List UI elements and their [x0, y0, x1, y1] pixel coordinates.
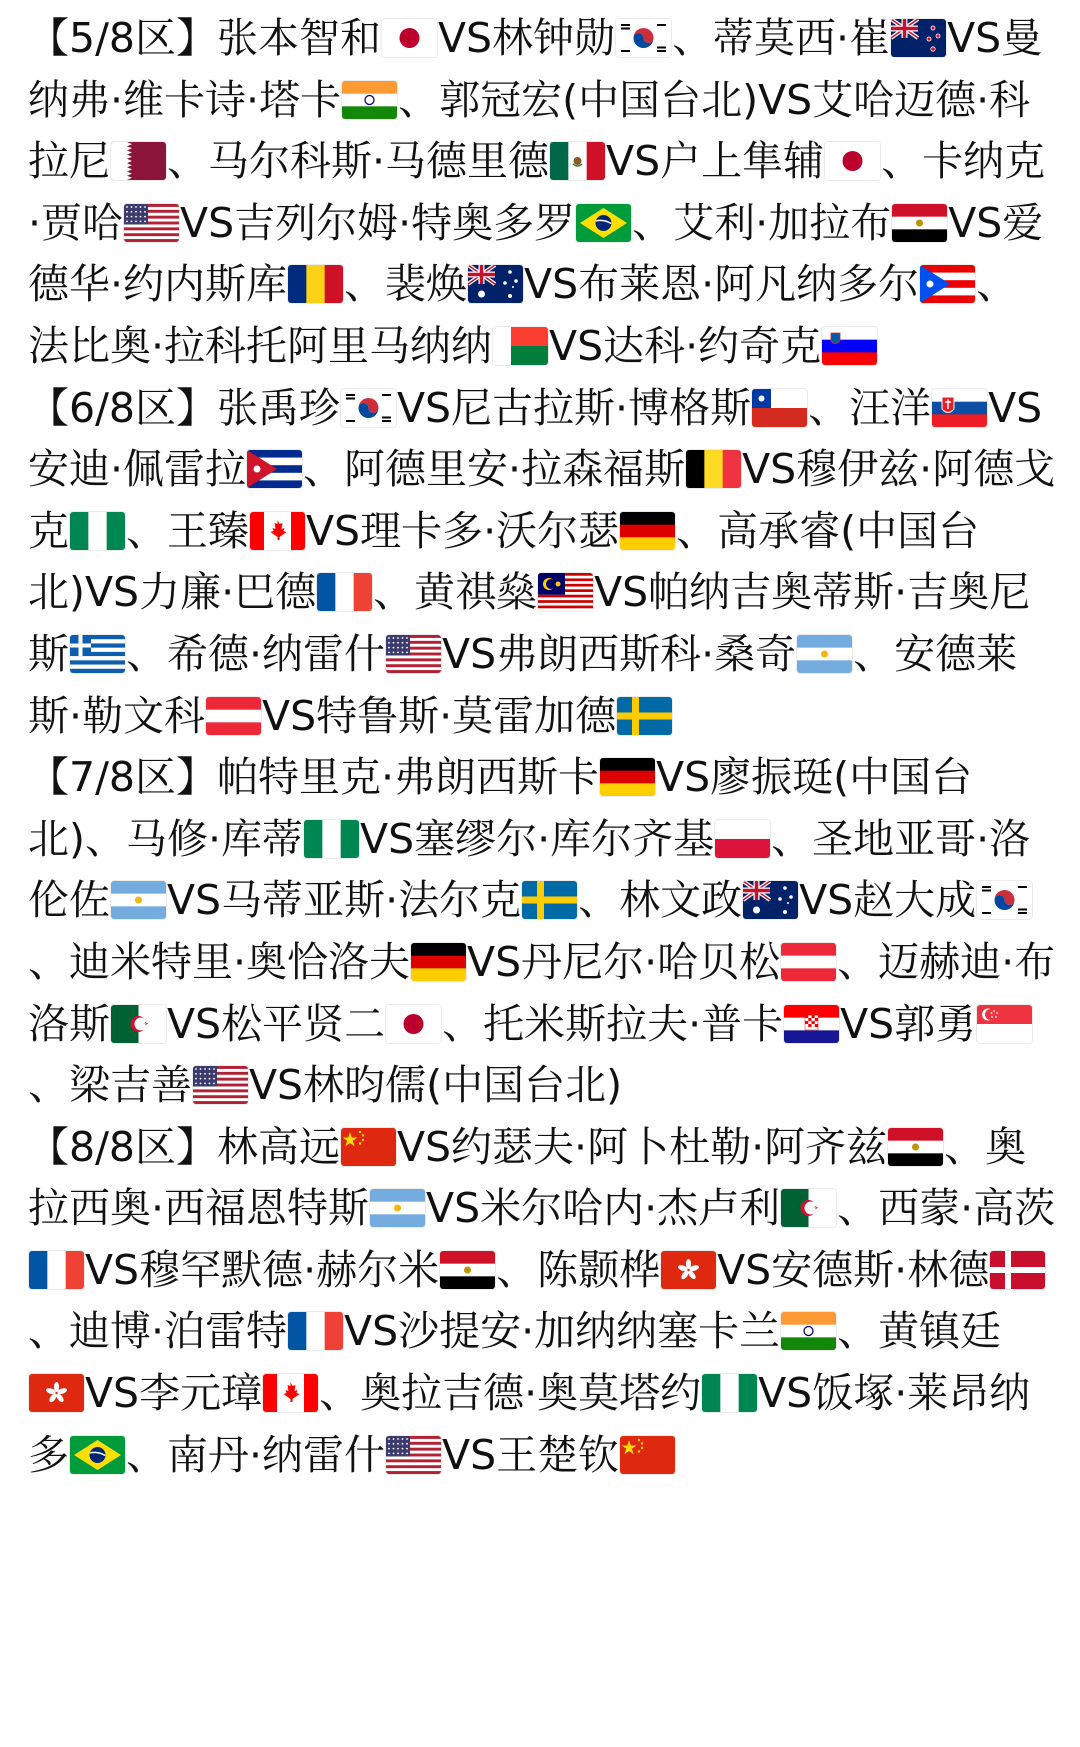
nigeria-flag-icon [70, 512, 125, 550]
match-list-document [28, 8, 1058, 1486]
match-text: 、迈赫迪·布洛斯 [28, 937, 1056, 1048]
south-korea-flag-icon [977, 881, 1032, 919]
france-flag-icon [317, 573, 372, 611]
singapore-flag-icon [977, 1005, 1032, 1043]
argentina-flag-icon [797, 635, 852, 673]
match-text: 、法比奥·拉科托阿里马纳纳 [28, 260, 1018, 370]
austria-flag-icon [206, 697, 261, 735]
egypt-flag-icon [440, 1251, 495, 1289]
match-text: 、陈颢桦 [496, 1245, 661, 1294]
cuba-flag-icon [247, 450, 302, 488]
match-text: VS林钟勋 [437, 14, 616, 62]
argentina-flag-icon [111, 881, 166, 919]
south-korea-flag-icon [616, 19, 671, 57]
australia-flag-icon [743, 881, 798, 919]
match-text: 、卡纳克·贾哈 [28, 137, 1046, 247]
usa-flag-icon [124, 204, 179, 242]
match-text: VS达科·约奇克 [549, 321, 822, 370]
slovakia-flag-icon [932, 389, 987, 427]
match-text: VS曼纳弗·维卡诗·塔卡 [28, 14, 1043, 124]
south-korea-flag-icon [341, 389, 396, 427]
egypt-flag-icon [892, 204, 947, 242]
draw-section-5 [28, 8, 1058, 378]
match-text: VS郭勇 [840, 999, 977, 1048]
belgium-flag-icon [686, 450, 741, 488]
match-text: VS约瑟夫·阿卜杜勒·阿齐兹 [396, 1122, 888, 1171]
match-text: VS理卡多·沃尔瑟 [306, 506, 620, 555]
match-text: 、黄祺燊 [373, 568, 538, 617]
match-text: 、圣地亚哥·洛伦佐 [28, 814, 1031, 925]
match-text: VS穆罕默德·赫尔米 [85, 1245, 440, 1294]
match-text: VS马蒂亚斯·法尔克 [167, 876, 522, 925]
japan-flag-icon [825, 142, 880, 180]
australia-flag-icon [468, 265, 523, 303]
sweden-flag-icon [522, 881, 577, 919]
match-text: VS户上隼辅 [606, 137, 825, 186]
denmark-flag-icon [990, 1251, 1045, 1289]
match-text: VS吉列尔姆·特奥多罗 [180, 198, 576, 247]
match-text: VS沙提安·加纳纳塞卡兰 [344, 1307, 781, 1356]
austria-flag-icon [781, 943, 836, 981]
brazil-flag-icon [70, 1436, 125, 1474]
section-header: 【7/8区】 [28, 753, 217, 802]
match-text: 、西蒙·高茨 [837, 1184, 1056, 1233]
canada-flag-icon [263, 1374, 318, 1412]
match-text: VS林昀儒(中国台北) [249, 1061, 623, 1110]
france-flag-icon [29, 1251, 84, 1289]
match-text: 帕特里克·弗朗西斯卡 [216, 753, 600, 802]
brazil-flag-icon [576, 204, 631, 242]
draw-section-7 [28, 747, 1058, 1117]
slovenia-flag-icon [822, 327, 877, 365]
qatar-flag-icon [111, 142, 166, 180]
match-text: 林高远 [216, 1122, 340, 1171]
match-text: 、安德莱斯·勒文科 [28, 629, 1018, 740]
match-text: VS安德斯·林德 [717, 1245, 990, 1294]
match-text: VS爱德华·约内斯库 [28, 198, 1044, 309]
match-text: 、迪博·泊雷特 [28, 1307, 288, 1356]
japan-flag-icon [386, 1005, 441, 1043]
usa-flag-icon [193, 1066, 248, 1104]
greece-flag-icon [70, 635, 125, 673]
china-flag-icon [341, 1128, 396, 1166]
match-text: 、托米斯拉夫·普卡 [442, 999, 784, 1048]
section-header: 【5/8区】 [28, 14, 217, 62]
germany-flag-icon [411, 943, 466, 981]
nigeria-flag-icon [702, 1374, 757, 1412]
match-text: 、黄镇廷 [837, 1307, 1002, 1356]
match-text: 、奥拉西奥·西福恩特斯 [28, 1122, 1027, 1233]
match-text: VS赵大成 [799, 876, 977, 925]
india-flag-icon [342, 81, 397, 119]
japan-flag-icon [382, 19, 437, 57]
section-header: 【8/8区】 [28, 1122, 217, 1171]
match-text: 、高承睿(中国台北)VS力廉·巴德 [28, 506, 980, 617]
egypt-flag-icon [888, 1128, 943, 1166]
match-text: 、马尔科斯·马德里德 [167, 137, 550, 186]
match-text: 张本智和 [216, 14, 381, 62]
match-text: VS帕纳吉奥蒂斯·吉奥尼斯 [28, 568, 1031, 678]
match-text: 、迪米特里·奥恰洛夫 [28, 937, 411, 986]
match-text: VS安迪·佩雷拉 [28, 383, 1043, 494]
malaysia-flag-icon [538, 573, 593, 611]
puerto-rico-flag-icon [920, 265, 975, 303]
match-text: VS米尔哈内·杰卢利 [426, 1184, 781, 1233]
match-text: VS廖振珽(中国台北)、马修·库蒂 [28, 753, 973, 863]
canada-flag-icon [250, 512, 305, 550]
argentina-flag-icon [370, 1189, 425, 1227]
mexico-flag-icon [550, 142, 605, 180]
match-text: 、梁吉善 [28, 1061, 192, 1110]
match-text: 、希德·纳雷什 [126, 629, 386, 678]
draw-section-8 [28, 1117, 1058, 1487]
match-text: 、汪洋 [808, 383, 932, 432]
match-text: 、奥拉吉德·奥莫塔约 [319, 1369, 702, 1418]
match-text: 、林文政 [578, 876, 743, 925]
china-flag-icon [620, 1436, 675, 1474]
hong-kong-flag-icon [661, 1251, 716, 1289]
match-text: VS塞缪尔·库尔齐基 [360, 814, 715, 863]
match-text: 、南丹·纳雷什 [126, 1430, 386, 1479]
new-zealand-flag-icon [891, 19, 946, 57]
algeria-flag-icon [111, 1005, 166, 1043]
match-text: VS布莱恩·阿凡纳多尔 [524, 260, 920, 309]
match-text: VS饭塚·莱昂纳多 [28, 1369, 1031, 1479]
match-text: VS穆伊兹·阿德戈克 [28, 445, 1056, 555]
match-text: VS尼古拉斯·博格斯 [396, 383, 752, 432]
usa-flag-icon [386, 635, 441, 673]
match-text: VS丹尼尔·哈贝松 [467, 937, 781, 986]
match-text: VS特鲁斯·莫雷加德 [262, 691, 617, 740]
match-text: 、蒂莫西·崔 [672, 14, 891, 62]
match-text: 、郭冠宏(中国台北)VS艾哈迈德·科拉尼 [28, 75, 1031, 186]
france-flag-icon [288, 1312, 343, 1350]
algeria-flag-icon [781, 1189, 836, 1227]
match-text: 、艾利·加拉布 [632, 198, 892, 247]
india-flag-icon [781, 1312, 836, 1350]
hong-kong-flag-icon [29, 1374, 84, 1412]
usa-flag-icon [386, 1436, 441, 1474]
match-text: 张禹珍 [216, 383, 340, 432]
draw-section-6 [28, 378, 1058, 748]
nigeria-flag-icon [304, 820, 359, 858]
match-text: 、裴焕 [344, 260, 468, 309]
poland-flag-icon [715, 820, 770, 858]
sweden-flag-icon [617, 697, 672, 735]
match-text: 、王臻 [126, 506, 249, 555]
match-text: VS松平贤二 [167, 999, 386, 1048]
madagascar-flag-icon [493, 327, 548, 365]
croatia-flag-icon [784, 1005, 839, 1043]
section-header: 【6/8区】 [28, 383, 217, 432]
match-text: VS李元璋 [85, 1369, 263, 1418]
match-text: VS王楚钦 [442, 1430, 620, 1479]
germany-flag-icon [620, 512, 675, 550]
romania-flag-icon [288, 265, 343, 303]
match-text: 、阿德里安·拉森福斯 [303, 445, 686, 494]
match-text: VS弗朗西斯科·桑奇 [442, 629, 797, 678]
chile-flag-icon [752, 389, 807, 427]
germany-flag-icon [600, 758, 655, 796]
